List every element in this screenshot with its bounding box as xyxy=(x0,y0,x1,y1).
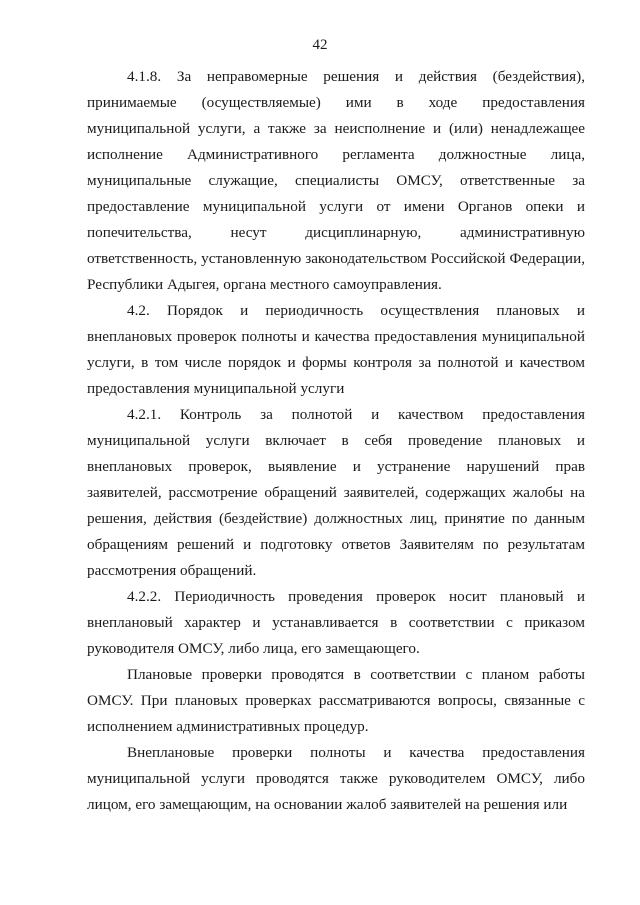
paragraph-unplanned-inspections: Внеплановые проверки полноты и качества предоставления муниципальной услуги проводятся также руководителем ОМСУ, либо лицом, его замещающим, на основании жалоб заявителей на решения или xyxy=(87,744,585,813)
paragraph-4-2-1: 4.2.1. Контроль за полнотой и качеством предоставления муниципальной услуги включает в себя проведение плановых и внеплановых проверок, выявление и устранение нарушений прав заявителей, рассмотрение обращений заявителей, содержащих жалобы на решения, действия (бездействие) должностных лиц, принятие по данным обращениям решений и подготовку ответов Заявителям по результатам рассмотрения обращений. xyxy=(87,406,585,579)
paragraph-4-2-heading: 4.2. Порядок и периодичность осуществления плановых и внеплановых проверок полноты и качества предоставления муниципальной услуги, в том числе порядок и формы контроля за полнотой и качеством предоставления муниципальной услуги xyxy=(87,302,585,397)
page-number: 42 xyxy=(312,37,328,53)
paragraph-4-1-8: 4.1.8. За неправомерные решения и действия (бездействия), принимаемые (осуществляемые) ими в ходе предоставления муниципальной услуги, а также за неисполнение и (или) ненадлежащее исполнение Административного регламента должностные лица, муниципальные служащие, специалисты ОМСУ, ответственные за предоставление муниципальной услуги от имени Органов опеки и попечительства, несут дисциплинарную, административную ответственность, установленную законодательством Российской Федерации, Республики Адыгея, органа местного самоуправления. xyxy=(87,68,585,293)
paragraph-planned-inspections: Плановые проверки проводятся в соответствии с планом работы ОМСУ. При плановых проверках рассматриваются вопросы, связанные с исполнением административных процедур. xyxy=(87,666,585,735)
paragraph-4-2-2: 4.2.2. Периодичность проведения проверок носит плановый и внеплановый характер и устанавливается в соответствии с приказом руководителя ОМСУ, либо лица, его замещающего. xyxy=(87,588,585,657)
document-body xyxy=(87,64,585,818)
